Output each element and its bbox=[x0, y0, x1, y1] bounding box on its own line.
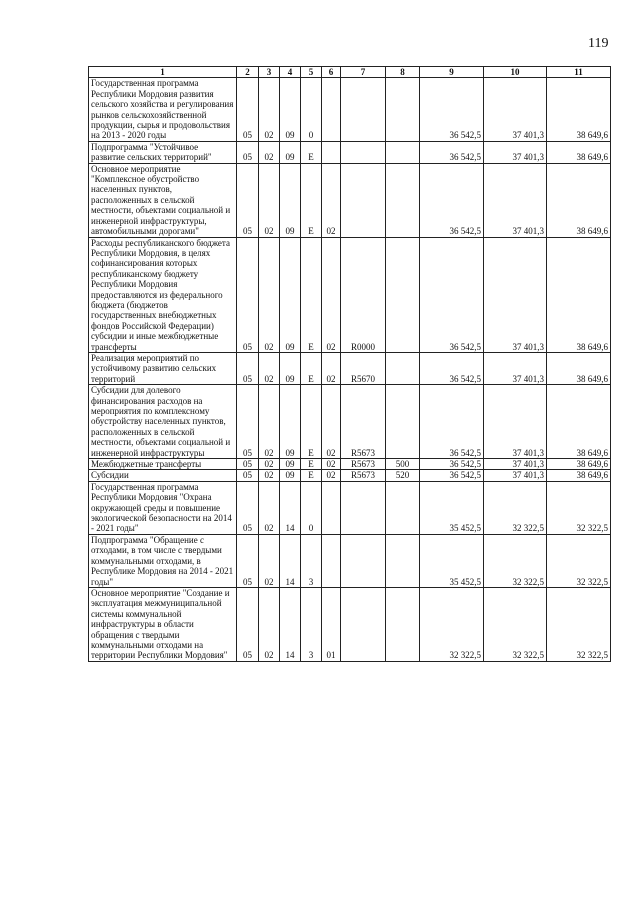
cell-col-11: 38 649,6 bbox=[547, 352, 611, 384]
cell-col-10: 37 401,3 bbox=[484, 352, 547, 384]
cell-col-11: 38 649,6 bbox=[547, 459, 611, 470]
cell-col-5: 3 bbox=[301, 534, 322, 587]
cell-col-11: 32 322,5 bbox=[547, 534, 611, 587]
cell-col-9: 36 542,5 bbox=[420, 459, 484, 470]
column-header: 1 bbox=[89, 67, 237, 78]
column-header: 2 bbox=[237, 67, 259, 78]
cell-col-2: 05 bbox=[237, 459, 259, 470]
cell-col-7 bbox=[341, 534, 386, 587]
cell-col-3: 02 bbox=[259, 352, 280, 384]
cell-col-6 bbox=[322, 141, 341, 163]
cell-col-5: 0 bbox=[301, 78, 322, 141]
table-row bbox=[89, 587, 611, 661]
cell-col-4: 09 bbox=[280, 141, 301, 163]
row-name: Основное мероприятие "Комплексное обустройство населенных пунктов, расположенных в сельской местности, объектами социальной и инженерной инфраструктуры, автомобильными дорогами" bbox=[89, 163, 237, 237]
cell-col-3: 02 bbox=[259, 237, 280, 352]
cell-col-3: 02 bbox=[259, 534, 280, 587]
cell-col-10: 32 322,5 bbox=[484, 534, 547, 587]
cell-col-11: 32 322,5 bbox=[547, 481, 611, 534]
cell-col-3: 02 bbox=[259, 587, 280, 661]
cell-col-6: 02 bbox=[322, 163, 341, 237]
row-name: Расходы республиканского бюджета Республики Мордовия, в целях софинансирования которых республиканскому бюджету Республики Мордовия предоставляются из федерального бюджета (бюджетов государственных внебюджетных фондов Российской Федерации) субсидии и иные межбюджетные трансферты bbox=[89, 237, 237, 352]
column-header: 6 bbox=[322, 67, 341, 78]
budget-table bbox=[88, 66, 611, 662]
cell-col-11: 38 649,6 bbox=[547, 470, 611, 481]
cell-col-9: 36 542,5 bbox=[420, 352, 484, 384]
cell-col-3: 02 bbox=[259, 470, 280, 481]
cell-col-8 bbox=[386, 587, 420, 661]
cell-col-10: 37 401,3 bbox=[484, 470, 547, 481]
cell-col-9: 36 542,5 bbox=[420, 78, 484, 141]
cell-col-3: 02 bbox=[259, 78, 280, 141]
column-header: 10 bbox=[484, 67, 547, 78]
table-row bbox=[89, 78, 611, 141]
column-header: 8 bbox=[386, 67, 420, 78]
cell-col-2: 05 bbox=[237, 163, 259, 237]
table-row bbox=[89, 481, 611, 534]
table-row bbox=[89, 141, 611, 163]
cell-col-9: 36 542,5 bbox=[420, 237, 484, 352]
column-header: 7 bbox=[341, 67, 386, 78]
cell-col-3: 02 bbox=[259, 163, 280, 237]
cell-col-4: 14 bbox=[280, 534, 301, 587]
cell-col-2: 05 bbox=[237, 534, 259, 587]
cell-col-5: Е bbox=[301, 352, 322, 384]
cell-col-6 bbox=[322, 534, 341, 587]
cell-col-10: 37 401,3 bbox=[484, 78, 547, 141]
cell-col-4: 09 bbox=[280, 163, 301, 237]
table-row bbox=[89, 352, 611, 384]
cell-col-10: 37 401,3 bbox=[484, 385, 547, 459]
cell-col-11: 38 649,6 bbox=[547, 78, 611, 141]
cell-col-5: Е bbox=[301, 237, 322, 352]
cell-col-7: R5670 bbox=[341, 352, 386, 384]
cell-col-9: 35 452,5 bbox=[420, 481, 484, 534]
cell-col-6: 02 bbox=[322, 352, 341, 384]
cell-col-4: 09 bbox=[280, 385, 301, 459]
cell-col-5: Е bbox=[301, 459, 322, 470]
cell-col-9: 35 452,5 bbox=[420, 534, 484, 587]
cell-col-2: 05 bbox=[237, 141, 259, 163]
cell-col-11: 38 649,6 bbox=[547, 163, 611, 237]
cell-col-7: R0000 bbox=[341, 237, 386, 352]
cell-col-10: 32 322,5 bbox=[484, 481, 547, 534]
cell-col-8 bbox=[386, 163, 420, 237]
cell-col-9: 32 322,5 bbox=[420, 587, 484, 661]
cell-col-7: R5673 bbox=[341, 470, 386, 481]
cell-col-2: 05 bbox=[237, 470, 259, 481]
cell-col-2: 05 bbox=[237, 481, 259, 534]
cell-col-10: 37 401,3 bbox=[484, 141, 547, 163]
cell-col-8 bbox=[386, 78, 420, 141]
cell-col-6 bbox=[322, 78, 341, 141]
page-number: 119 bbox=[588, 36, 609, 51]
column-header: 11 bbox=[547, 67, 611, 78]
cell-col-4: 09 bbox=[280, 78, 301, 141]
cell-col-2: 05 bbox=[237, 587, 259, 661]
cell-col-3: 02 bbox=[259, 459, 280, 470]
row-name: Субсидии для долевого финансирования расходов на мероприятия по комплексному обустройству населенных пунктов, расположенных в сельской местности, объектами социальной и инженерной инфраструктуры bbox=[89, 385, 237, 459]
cell-col-4: 14 bbox=[280, 587, 301, 661]
row-name: Субсидии bbox=[89, 470, 237, 481]
cell-col-7 bbox=[341, 163, 386, 237]
row-name: Подпрограмма "Обращение с отходами, в том числе с твердыми коммунальными отходами, в Республике Мордовия на 2014 - 2021 годы" bbox=[89, 534, 237, 587]
cell-col-7 bbox=[341, 481, 386, 534]
cell-col-7: R5673 bbox=[341, 459, 386, 470]
cell-col-4: 09 bbox=[280, 470, 301, 481]
cell-col-5: Е bbox=[301, 141, 322, 163]
cell-col-6: 02 bbox=[322, 385, 341, 459]
cell-col-5: 3 bbox=[301, 587, 322, 661]
cell-col-6: 02 bbox=[322, 459, 341, 470]
cell-col-8 bbox=[386, 237, 420, 352]
cell-col-5: Е bbox=[301, 385, 322, 459]
table-row bbox=[89, 385, 611, 459]
cell-col-8: 520 bbox=[386, 470, 420, 481]
cell-col-2: 05 bbox=[237, 237, 259, 352]
cell-col-10: 37 401,3 bbox=[484, 459, 547, 470]
cell-col-11: 32 322,5 bbox=[547, 587, 611, 661]
cell-col-7 bbox=[341, 78, 386, 141]
column-header: 5 bbox=[301, 67, 322, 78]
cell-col-9: 36 542,5 bbox=[420, 385, 484, 459]
cell-col-4: 09 bbox=[280, 352, 301, 384]
column-header: 9 bbox=[420, 67, 484, 78]
cell-col-6: 01 bbox=[322, 587, 341, 661]
column-header: 3 bbox=[259, 67, 280, 78]
cell-col-11: 38 649,6 bbox=[547, 237, 611, 352]
cell-col-3: 02 bbox=[259, 481, 280, 534]
cell-col-5: Е bbox=[301, 163, 322, 237]
cell-col-8: 500 bbox=[386, 459, 420, 470]
cell-col-6: 02 bbox=[322, 470, 341, 481]
cell-col-3: 02 bbox=[259, 141, 280, 163]
cell-col-11: 38 649,6 bbox=[547, 385, 611, 459]
table-row bbox=[89, 534, 611, 587]
cell-col-7 bbox=[341, 587, 386, 661]
cell-col-4: 14 bbox=[280, 481, 301, 534]
row-name: Государственная программа Республики Мордовия развития сельского хозяйства и регулирования рынков сельскохозяйственной продукции, сырья и продовольствия на 2013 - 2020 годы bbox=[89, 78, 237, 141]
cell-col-2: 05 bbox=[237, 352, 259, 384]
table-header-row bbox=[89, 67, 611, 78]
cell-col-4: 09 bbox=[280, 237, 301, 352]
cell-col-9: 36 542,5 bbox=[420, 470, 484, 481]
row-name: Основное мероприятие "Создание и эксплуатация межмуниципальной системы коммунальной инфраструктуры в области обращения с твердыми коммунальными отходами на территории Республики Мордовия" bbox=[89, 587, 237, 661]
row-name: Межбюджетные трансферты bbox=[89, 459, 237, 470]
cell-col-8 bbox=[386, 352, 420, 384]
cell-col-8 bbox=[386, 141, 420, 163]
cell-col-7: R5673 bbox=[341, 385, 386, 459]
cell-col-8 bbox=[386, 534, 420, 587]
cell-col-9: 36 542,5 bbox=[420, 163, 484, 237]
row-name: Подпрограмма "Устойчивое развитие сельских территорий" bbox=[89, 141, 237, 163]
cell-col-8 bbox=[386, 385, 420, 459]
cell-col-3: 02 bbox=[259, 385, 280, 459]
cell-col-10: 32 322,5 bbox=[484, 587, 547, 661]
cell-col-6 bbox=[322, 481, 341, 534]
cell-col-7 bbox=[341, 141, 386, 163]
row-name: Государственная программа Республики Мордовия "Охрана окружающей среды и повышение экологической безопасности на 2014 - 2021 годы" bbox=[89, 481, 237, 534]
cell-col-2: 05 bbox=[237, 78, 259, 141]
cell-col-8 bbox=[386, 481, 420, 534]
row-name: Реализация мероприятий по устойчивому развитию сельских территорий bbox=[89, 352, 237, 384]
cell-col-9: 36 542,5 bbox=[420, 141, 484, 163]
cell-col-2: 05 bbox=[237, 385, 259, 459]
table-row bbox=[89, 459, 611, 470]
cell-col-10: 37 401,3 bbox=[484, 163, 547, 237]
cell-col-5: Е bbox=[301, 470, 322, 481]
table-row bbox=[89, 470, 611, 481]
cell-col-10: 37 401,3 bbox=[484, 237, 547, 352]
column-header: 4 bbox=[280, 67, 301, 78]
cell-col-11: 38 649,6 bbox=[547, 141, 611, 163]
table-row bbox=[89, 163, 611, 237]
cell-col-4: 09 bbox=[280, 459, 301, 470]
table-row bbox=[89, 237, 611, 352]
cell-col-5: 0 bbox=[301, 481, 322, 534]
cell-col-6: 02 bbox=[322, 237, 341, 352]
